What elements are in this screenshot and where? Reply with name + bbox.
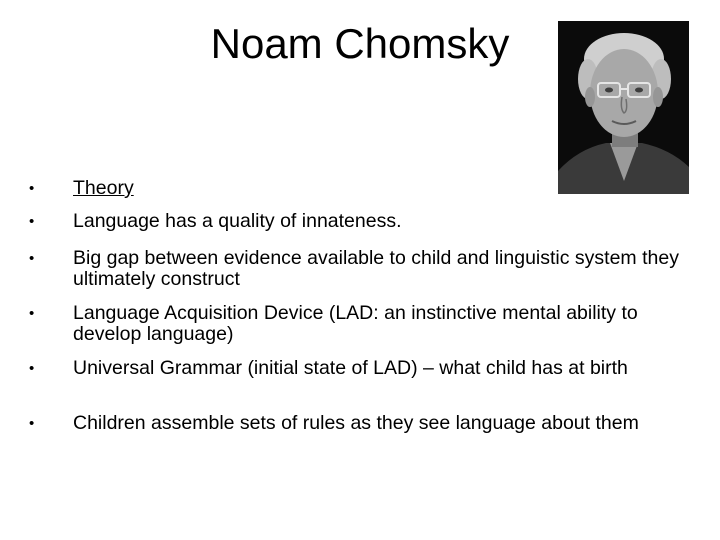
bullet-item — [26, 303, 686, 345]
bullet-text-theory: Theory — [73, 177, 134, 199]
bullet-text: Language has a quality of innateness. — [73, 210, 402, 232]
bullet-item — [26, 178, 686, 199]
bullet-text: Children assemble sets of rules as they see language about them — [73, 412, 639, 434]
bullet-marker: • — [29, 415, 35, 432]
portrait-photo — [558, 21, 689, 194]
bullet-marker: • — [29, 250, 35, 267]
bullet-item — [26, 413, 686, 434]
bullet-item — [26, 358, 686, 379]
bullet-marker: • — [29, 360, 35, 377]
bullet-marker: • — [29, 305, 35, 322]
bullet-text: Big gap between evidence available to child and linguistic system they ultimately construct — [73, 247, 679, 290]
bullet-marker: • — [29, 180, 35, 197]
bullet-item — [26, 211, 686, 232]
bullet-item — [26, 248, 686, 290]
bullet-text: Language Acquisition Device (LAD: an instinctive mental ability to develop language) — [73, 302, 638, 345]
bullet-marker: • — [29, 213, 35, 230]
portrait-image — [558, 21, 689, 194]
slide-title: Noam Chomsky — [210, 20, 510, 67]
bullet-text: Universal Grammar (initial state of LAD) – what child has at birth — [73, 357, 628, 379]
